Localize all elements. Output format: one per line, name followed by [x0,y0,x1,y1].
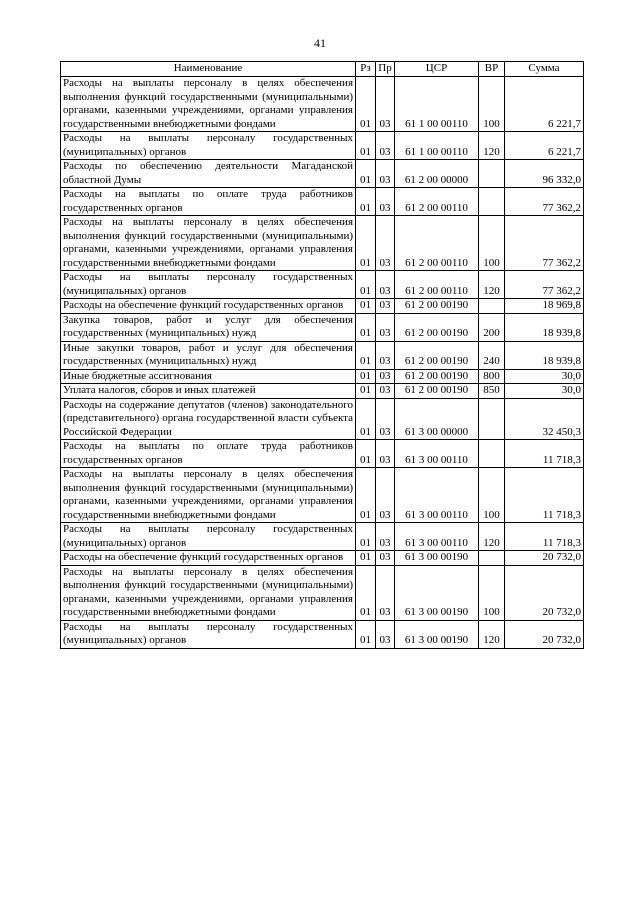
row-name-cell: Иные закупки товаров, работ и услуг для обеспечения государственных (муниципальных) нужд [61,341,356,369]
row-csr-cell: 61 3 00 00110 [395,440,479,468]
row-sum-cell: 11 718,3 [505,468,584,523]
row-pr-cell: 03 [376,313,395,341]
table-row [61,188,584,216]
row-rz-cell: 01 [356,160,376,188]
table-row [61,132,584,160]
row-csr-cell: 61 3 00 00190 [395,565,479,620]
row-csr-cell: 61 3 00 00110 [395,468,479,523]
row-vr-cell: 850 [479,384,505,399]
row-name-cell: Расходы на содержание депутатов (членов) законодательного (представительного) органа государственной власти субъекта Российской Федерации [61,398,356,440]
row-vr-cell: 800 [479,369,505,384]
row-rz-cell: 01 [356,551,376,566]
row-vr-cell: 120 [479,132,505,160]
table-row [61,77,584,132]
table-row [61,565,584,620]
row-sum-cell: 32 450,3 [505,398,584,440]
row-pr-cell: 03 [376,398,395,440]
row-pr-cell: 03 [376,440,395,468]
row-rz-cell: 01 [356,216,376,271]
row-rz-cell: 01 [356,468,376,523]
row-rz-cell: 01 [356,271,376,299]
row-sum-cell: 30,0 [505,369,584,384]
row-name-cell: Уплата налогов, сборов и иных платежей [61,384,356,399]
row-vr-cell [479,160,505,188]
row-vr-cell [479,398,505,440]
row-csr-cell: 61 2 00 00190 [395,384,479,399]
row-csr-cell: 61 2 00 00190 [395,369,479,384]
row-sum-cell: 77 362,2 [505,271,584,299]
row-rz-cell: 01 [356,620,376,648]
row-rz-cell: 01 [356,440,376,468]
row-name-cell: Расходы на выплаты персоналу в целях обеспечения выполнения функций государственными (муниципальными) органами, казенными учреждениями, органами управления государственными внебюджетными фондами [61,565,356,620]
row-rz-cell: 01 [356,132,376,160]
table-row [61,398,584,440]
row-sum-cell: 77 362,2 [505,188,584,216]
header-csr: ЦСР [395,62,479,77]
row-pr-cell: 03 [376,188,395,216]
row-vr-cell: 100 [479,468,505,523]
row-csr-cell: 61 3 00 00110 [395,523,479,551]
row-vr-cell [479,188,505,216]
row-name-cell: Расходы на выплаты по оплате труда работников государственных органов [61,440,356,468]
row-pr-cell: 03 [376,565,395,620]
table-row [61,523,584,551]
page-number: 41 [314,36,326,50]
row-name-cell: Расходы на обеспечение функций государственных органов [61,299,356,314]
row-name-cell: Расходы на выплаты персоналу в целях обеспечения выполнения функций государственными (муниципальными) органами, казенными учреждениями, органами управления государственными внебюджетными фондами [61,77,356,132]
row-csr-cell: 61 2 00 00110 [395,271,479,299]
row-rz-cell: 01 [356,299,376,314]
row-rz-cell: 01 [356,313,376,341]
row-pr-cell: 03 [376,620,395,648]
row-sum-cell: 11 718,3 [505,440,584,468]
budget-table [60,61,584,649]
row-rz-cell: 01 [356,77,376,132]
row-vr-cell: 100 [479,77,505,132]
row-pr-cell: 03 [376,132,395,160]
row-name-cell: Расходы на выплаты персоналу государственных (муниципальных) органов [61,132,356,160]
table-row [61,299,584,314]
row-vr-cell: 100 [479,216,505,271]
row-sum-cell: 6 221,7 [505,132,584,160]
header-pr: Пр [376,62,395,77]
row-pr-cell: 03 [376,369,395,384]
header-sum: Сумма [505,62,584,77]
row-rz-cell: 01 [356,565,376,620]
row-vr-cell: 120 [479,620,505,648]
row-name-cell: Расходы на обеспечение функций государственных органов [61,551,356,566]
row-name-cell: Расходы на выплаты персоналу в целях обеспечения выполнения функций государственными (муниципальными) органами, казенными учреждениями, органами управления государственными внебюджетными фондами [61,468,356,523]
row-sum-cell: 77 362,2 [505,216,584,271]
row-sum-cell: 18 939,8 [505,341,584,369]
table-row [61,384,584,399]
header-rz: Рз [356,62,376,77]
row-name-cell: Иные бюджетные ассигнования [61,369,356,384]
row-vr-cell: 120 [479,523,505,551]
row-csr-cell: 61 2 00 00000 [395,160,479,188]
row-name-cell: Расходы на выплаты персоналу государственных (муниципальных) органов [61,271,356,299]
table-row [61,216,584,271]
row-csr-cell: 61 2 00 00190 [395,299,479,314]
table-row [61,551,584,566]
row-vr-cell [479,299,505,314]
row-name-cell: Расходы на выплаты по оплате труда работников государственных органов [61,188,356,216]
table-header-row [61,62,584,77]
table-row [61,620,584,648]
row-pr-cell: 03 [376,341,395,369]
row-csr-cell: 61 1 00 00110 [395,77,479,132]
row-name-cell: Расходы на выплаты персоналу государственных (муниципальных) органов [61,523,356,551]
row-vr-cell: 120 [479,271,505,299]
row-rz-cell: 01 [356,188,376,216]
header-vr: ВР [479,62,505,77]
row-csr-cell: 61 2 00 00110 [395,188,479,216]
table-row [61,468,584,523]
row-csr-cell: 61 3 00 00190 [395,551,479,566]
row-pr-cell: 03 [376,523,395,551]
row-name-cell: Закупка товаров, работ и услуг для обеспечения государственных (муниципальных) нужд [61,313,356,341]
header-name: Наименование [61,62,356,77]
row-rz-cell: 01 [356,523,376,551]
row-pr-cell: 03 [376,77,395,132]
row-pr-cell: 03 [376,551,395,566]
row-csr-cell: 61 2 00 00110 [395,216,479,271]
row-sum-cell: 20 732,0 [505,551,584,566]
row-pr-cell: 03 [376,468,395,523]
table-row [61,369,584,384]
row-vr-cell [479,551,505,566]
row-rz-cell: 01 [356,341,376,369]
row-sum-cell: 96 332,0 [505,160,584,188]
table-row [61,341,584,369]
row-vr-cell: 100 [479,565,505,620]
row-csr-cell: 61 2 00 00190 [395,341,479,369]
table-row [61,271,584,299]
row-vr-cell [479,440,505,468]
row-csr-cell: 61 3 00 00000 [395,398,479,440]
table-row [61,313,584,341]
row-sum-cell: 6 221,7 [505,77,584,132]
row-csr-cell: 61 2 00 00190 [395,313,479,341]
row-name-cell: Расходы на выплаты персоналу государственных (муниципальных) органов [61,620,356,648]
row-sum-cell: 11 718,3 [505,523,584,551]
row-sum-cell: 20 732,0 [505,565,584,620]
row-name-cell: Расходы по обеспечению деятельности Магаданской областной Думы [61,160,356,188]
row-sum-cell: 30,0 [505,384,584,399]
row-rz-cell: 01 [356,398,376,440]
row-pr-cell: 03 [376,384,395,399]
row-csr-cell: 61 3 00 00190 [395,620,479,648]
row-pr-cell: 03 [376,160,395,188]
row-sum-cell: 18 969,8 [505,299,584,314]
row-pr-cell: 03 [376,299,395,314]
row-csr-cell: 61 1 00 00110 [395,132,479,160]
table-row [61,160,584,188]
row-name-cell: Расходы на выплаты персоналу в целях обеспечения выполнения функций государственными (муниципальными) органами, казенными учреждениями, органами управления государственными внебюджетными фондами [61,216,356,271]
row-vr-cell: 200 [479,313,505,341]
row-rz-cell: 01 [356,369,376,384]
row-pr-cell: 03 [376,271,395,299]
row-pr-cell: 03 [376,216,395,271]
table-row [61,440,584,468]
row-sum-cell: 18 939,8 [505,313,584,341]
row-sum-cell: 20 732,0 [505,620,584,648]
row-rz-cell: 01 [356,384,376,399]
row-vr-cell: 240 [479,341,505,369]
